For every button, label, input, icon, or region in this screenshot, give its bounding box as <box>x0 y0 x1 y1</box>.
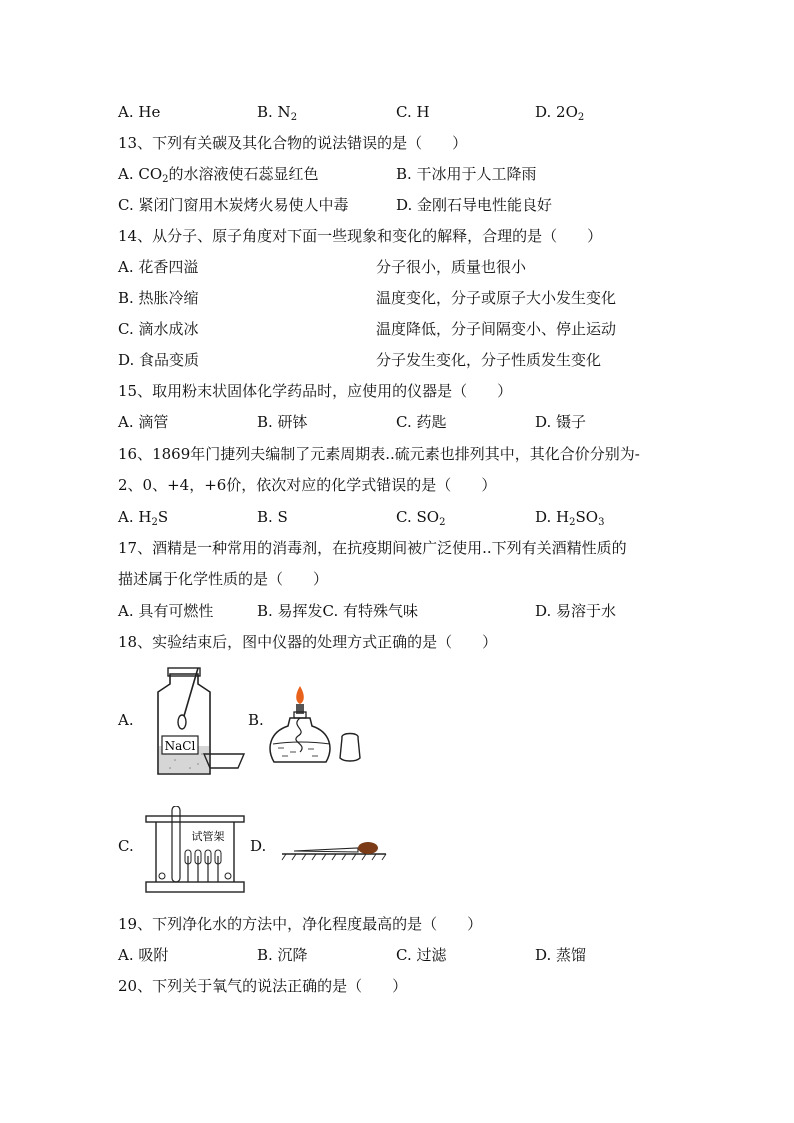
q16-stem-line2: 2、0、+4，+6价，依次对应的化学式错误的是（ ） <box>118 476 497 494</box>
q13-option-b: B. 干冰用于人工降雨 <box>396 165 537 183</box>
q16-option-a: A. $H_2S$ <box>118 508 169 528</box>
q15-option-c: C. 药匙 <box>396 413 447 431</box>
q15-option-a: A. 滴管 <box>118 413 169 431</box>
q19-option-c: C. 过滤 <box>396 946 447 964</box>
q14-row-c-right: 温度降低，分子间隔变小、停止运动 <box>376 320 617 338</box>
q17-stem-line2: 描述属于化学性质的是（ ） <box>118 570 329 588</box>
q14-row-a-left: A. 花香四溢 <box>118 258 199 276</box>
q19-option-b: B. 沉降 <box>257 946 308 964</box>
q15-option-d: D. 镊子 <box>535 413 587 431</box>
q18-label-c: C. <box>118 837 134 855</box>
q19-stem: 19、下列净化水的方法中，净化程度最高的是（ ） <box>118 915 483 933</box>
q13-option-d: D. 金刚石导电性能良好 <box>396 196 553 214</box>
q14-row-d-right: 分子发生变化，分子性质发生变化 <box>376 351 602 369</box>
q15-stem: 15、取用粉末状固体化学药品时，应使用的仪器是（ ） <box>118 382 513 400</box>
q14-stem: 14、从分子、原子角度对下面一些现象和变化的解释，合理的是（ ） <box>118 227 603 245</box>
q14-row-a-right: 分子很小，质量也很小 <box>376 258 527 276</box>
q16-option-c: C. $SO_2$ <box>396 508 446 528</box>
q12-option-c: C. H <box>396 103 430 121</box>
q20-stem: 20、下列关于氧气的说法正确的是（ ） <box>118 977 408 995</box>
q14-row-c-left: C. 滴水成冰 <box>118 320 199 338</box>
q16-option-d: D. $H_2SO_3$ <box>535 508 605 528</box>
q18-label-a: A. <box>118 711 134 729</box>
q14-row-b-right: 温度变化，分子或原子大小发生变化 <box>376 289 617 307</box>
q18-stem: 18、实验结束后，图中仪器的处理方式正确的是（ ） <box>118 633 498 651</box>
q19-option-a: A. 吸附 <box>118 946 169 964</box>
q18-label-d: D. <box>250 837 267 855</box>
rack-label: 试管架 <box>191 830 225 843</box>
q17-option-bc: B. 易挥发C. 有特殊气味 <box>257 602 419 620</box>
q18-figure-b-alcohol-lamp <box>268 682 368 768</box>
q18-figure-c-test-tube-rack <box>140 806 250 896</box>
q13-stem: 13、下列有关碳及其化合物的说法错误的是（ ） <box>118 134 468 152</box>
q19-option-d: D. 蒸馏 <box>535 946 587 964</box>
q13-option-a: A. $CO_2$的水溶液使石蕊显红色 <box>118 165 319 185</box>
q13-option-c: C. 紧闭门窗用木炭烤火易使人中毒 <box>118 196 349 214</box>
q18-figure-d-dropper <box>280 836 390 864</box>
q14-row-d-left: D. 食品变质 <box>118 351 200 369</box>
q14-row-b-left: B. 热胀冷缩 <box>118 289 199 307</box>
q15-option-b: B. 研钵 <box>257 413 308 431</box>
q18-label-b: B. <box>248 711 264 729</box>
q16-option-b: B. S <box>257 508 288 526</box>
bottle-label: NaCl <box>164 739 196 753</box>
q18-figure-a-reagent-bottle <box>140 664 250 778</box>
q12-option-b: B. $N_2$ <box>257 103 298 123</box>
q12-option-d: D. $2O_2$ <box>535 103 585 123</box>
q17-stem-line1: 17、酒精是一种常用的消毒剂，在抗疫期间被广泛使用..下列有关酒精性质的 <box>118 539 627 557</box>
q17-option-a: A. 具有可燃性 <box>118 602 214 620</box>
q17-option-d: D. 易溶于水 <box>535 602 617 620</box>
q12-option-a: A. He <box>118 103 161 121</box>
q16-stem-line1: 16、1869年门捷列夫编制了元素周期表..硫元素也排列其中，其化合价分别为- <box>118 445 640 463</box>
